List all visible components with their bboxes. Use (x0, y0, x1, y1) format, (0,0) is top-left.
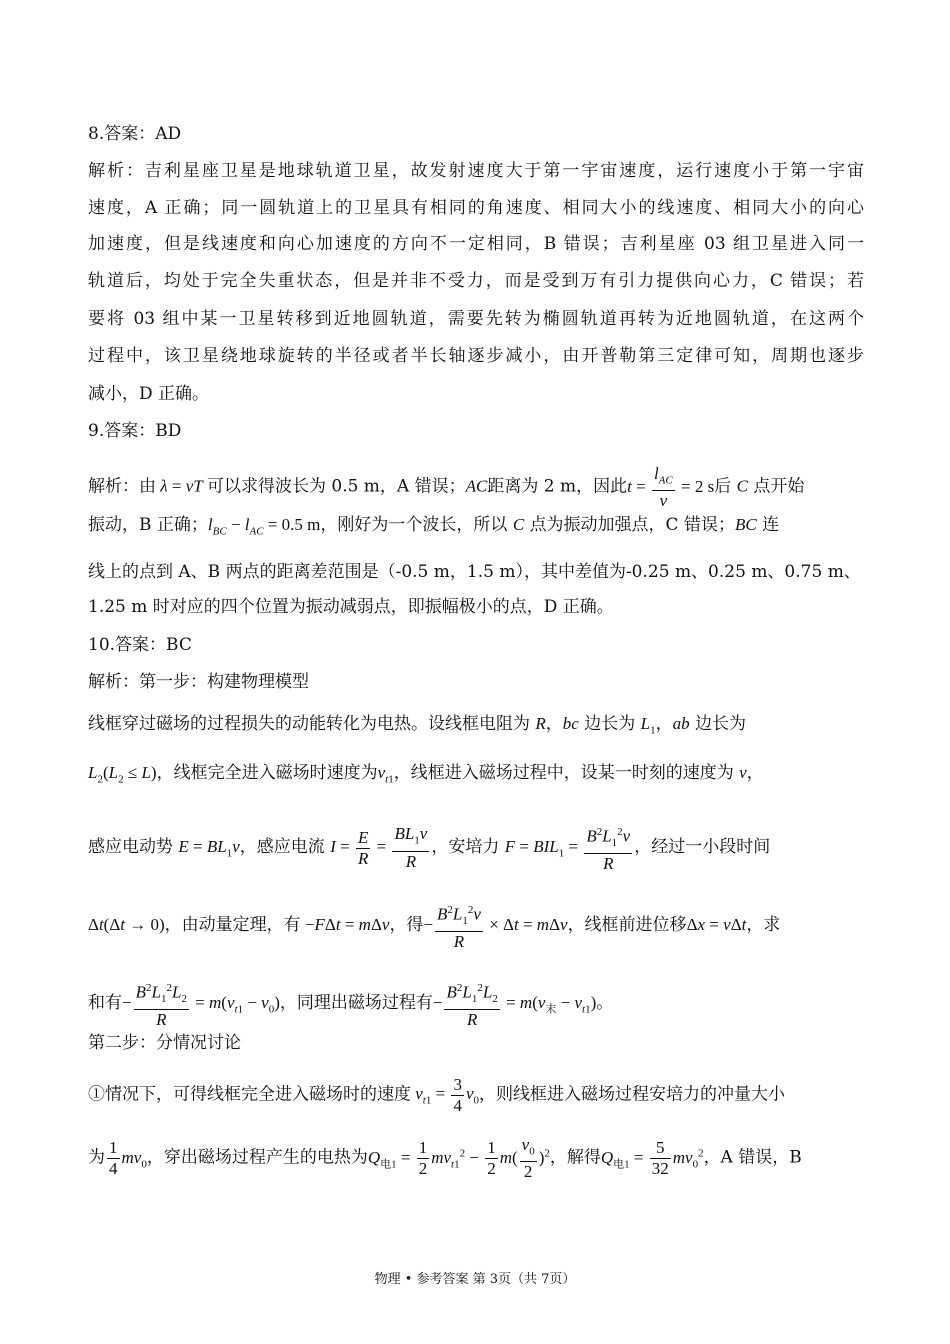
formula-heat-result: $Q_{电1}$ = $\frac{5}{32}$ $mv_0^2$ (600, 1138, 704, 1179)
q8-line-2: 速度，A 正确；同一圆轨道上的卫星具有相同的角速度、相同大小的线速度、相同大小的向心 (88, 198, 864, 218)
q8-line-6: 过程中，该卫星绕地球旋转的半径或者半长轴逐步减小，由开普勒第三定律可知，周期也逐步 (88, 346, 864, 366)
formula-sum-out: − $\frac{B^2L_1^2L_2}{R}$ = $m(v_末 - v_{t1})$ (433, 993, 596, 1012)
q9-line-4: 1.25 m 时对应的四个位置为振动减弱点，即振幅极小的点，D 正确。 (88, 597, 614, 617)
q10-answer: 10.答案：BC (88, 635, 192, 655)
q10-step1: 解析：第一步：构建物理模型 (88, 672, 309, 692)
formula-vt1: $v_{t1}$ = $\frac{3}{4}$ $v_0$ (415, 1075, 479, 1115)
page-footer: 物理 • 参考答案 第 3页（共 7页） (374, 1272, 576, 1287)
formula-impulse: − $\frac{B^2L_1^2v}{R}$ × Δt = mΔv (423, 915, 567, 934)
q8-answer: 8.答案：AD (88, 124, 182, 144)
q10-step2: 第二步：分情况讨论 (88, 1033, 241, 1053)
q8-line-5: 要将 03 组中某一卫星转移到近地圆轨道，需要先转为椭圆轨道再转为近地圆轨道，在这两个 (88, 309, 864, 329)
formula-heat: $Q_{电1}$ = $\frac{1}{2}$ $mv_{t1}^2$ − $\frac{1}{2}$ m( $\frac{v_0}{2}$ )$^2$ (367, 1135, 550, 1182)
q9-answer: 9.答案：BD (88, 421, 182, 441)
formula-path-diff: $l_{BC} - l_{AC} = 0.5$ m (207, 515, 321, 538)
q10-line-2: $L_2(L_2 \le L)$，线框完全进入磁场时速度为$v_{t1}$，线框进入磁场过程中，设某一时刻的速度为 v， (88, 763, 764, 786)
formula-sum-in: − $\frac{B^2L_1^2L_2}{R}$ = $m(v_{t1} - v_0)$ (122, 993, 280, 1012)
q10-line-6: ①情况下，可得线框完全进入磁场时的速度 $v_{t1}$ = $\frac{3}{4}$ $v_0$，则线框进入磁场过程安培力的冲量大小 (88, 1075, 785, 1115)
q8-line-4: 轨道后，均处于完全失重状态，但是并非不受力，而是受到万有引力提供向心力，C 错误；若 (88, 271, 864, 291)
formula-l2: $L_2(L_2 \le L)$ (88, 763, 157, 786)
q8-line-1: 解析：吉利星座卫星是地球轨道卫星，故发射速度大于第一宇宙速度，运行速度小于第一宇宙 (88, 161, 864, 181)
formula-emf: $E = BL_1v$ (178, 836, 240, 860)
q9-line-3: 线上的点到 A、B 两点的距离差范围是（-0.5 m，1.5 m），其中差值为-0.25 m、0.25 m、0.75 m、 (88, 562, 861, 582)
q9-line-1: 解析：由 λ = vT 可以求得波长为 0.5 m，A 错误；AC距离为 2 m，因此t = $\frac{l_{AC}}{v}$ = 2 s后 C 点开始 (88, 464, 805, 511)
q10-line-1: 线框穿过磁场的过程损失的动能转化为电热。设线框电阻为 R，bc 边长为 $L_1$，ab 边长为 (88, 714, 747, 737)
q8-line-7: 减小，D 正确。 (88, 384, 210, 404)
q8-line-3: 加速度，但是线速度和向心加速度的方向不一定相同，B 错误；吉利星座 03 组卫星进入同一 (88, 234, 864, 254)
q9-line-2: 振动，B 正确；$l_{BC} - l_{AC} = 0.5$ m，刚好为一个波长，所以 C 点为振动加强点，C 错误；BC 连 (88, 515, 780, 538)
q10-line-7: 为 $\frac{1}{4}$ $mv_0$，穿出磁场过程产生的电热为$Q_{电1}$ = $\frac{1}{2}$ $mv_{t1}^2$ − $\frac{1}{2}$ m( $\frac{v_0}{2}$ )$^2$，解得$Q_{电1}$ = $\frac{5}{32}$ $mv_0^2$，A 错误，B (88, 1135, 802, 1182)
q10-line-4: Δt(Δt → 0)，由动量定理，有 −FΔt = mΔv，得− $\frac{B^2L_1^2v}{R}$ × Δt = mΔv，线框前进位移Δx = vΔt，求 (88, 900, 864, 952)
formula-lambda: λ = vT (160, 476, 203, 496)
formula-force: $F = BIL_1$ = $\frac{B^2L_1^2v}{R}$ (505, 837, 634, 856)
q10-line-5: 和有− $\frac{B^2L_1^2L_2}{R}$ = $m(v_{t1} - v_0)$，同理出磁场过程有− $\frac{B^2L_1^2L_2}{R}$ = $m(v_末 - v_{t1})$。 (88, 978, 864, 1030)
formula-current: I = $\frac{E}{R}$ = $\frac{BL_1v}{R}$ (330, 824, 428, 871)
q10-line-3: 感应电动势 $E = BL_1v$，感应电流 I = $\frac{E}{R}$ = $\frac{BL_1v}{R}$ ，安培力 $F = BIL_1$ = $\frac{B^2L_1^2v}{R}$ ，经过一小段时间 (88, 822, 864, 874)
formula-time: t = $\frac{l_{AC}}{v}$ = 2 s (627, 464, 715, 511)
